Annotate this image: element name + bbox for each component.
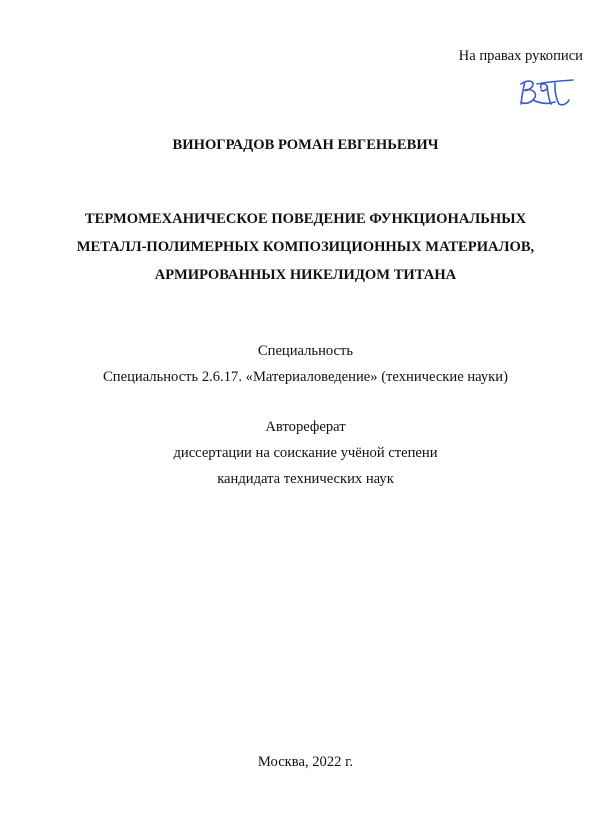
abstract-label: Автореферат [265, 419, 346, 435]
handwritten-signature-icon [515, 74, 577, 110]
title-line-2: МЕТАЛЛ-ПОЛИМЕРНЫХ КОМПОЗИЦИОННЫХ МАТЕРИАЛОВ, [76, 239, 535, 255]
specialty-value: Специальность 2.6.17. «Материаловедение» (технические науки) [103, 369, 508, 385]
abstract-line-1: диссертации на соискание учёной степени [173, 445, 438, 461]
title-line-1: ТЕРМОМЕХАНИЧЕСКОЕ ПОВЕДЕНИЕ ФУНКЦИОНАЛЬНЫХ [84, 211, 527, 227]
manuscript-rights-note: На правах рукописи [458, 48, 583, 64]
place-and-year: Москва, 2022 г. [257, 754, 354, 770]
author-name: ВИНОГРАДОВ РОМАН ЕВГЕНЬЕВИЧ [172, 137, 439, 153]
specialty-label: Специальность [257, 343, 354, 359]
abstract-line-2: кандидата технических наук [217, 471, 394, 487]
title-line-3: АРМИРОВАННЫХ НИКЕЛИДОМ ТИТАНА [154, 267, 457, 283]
